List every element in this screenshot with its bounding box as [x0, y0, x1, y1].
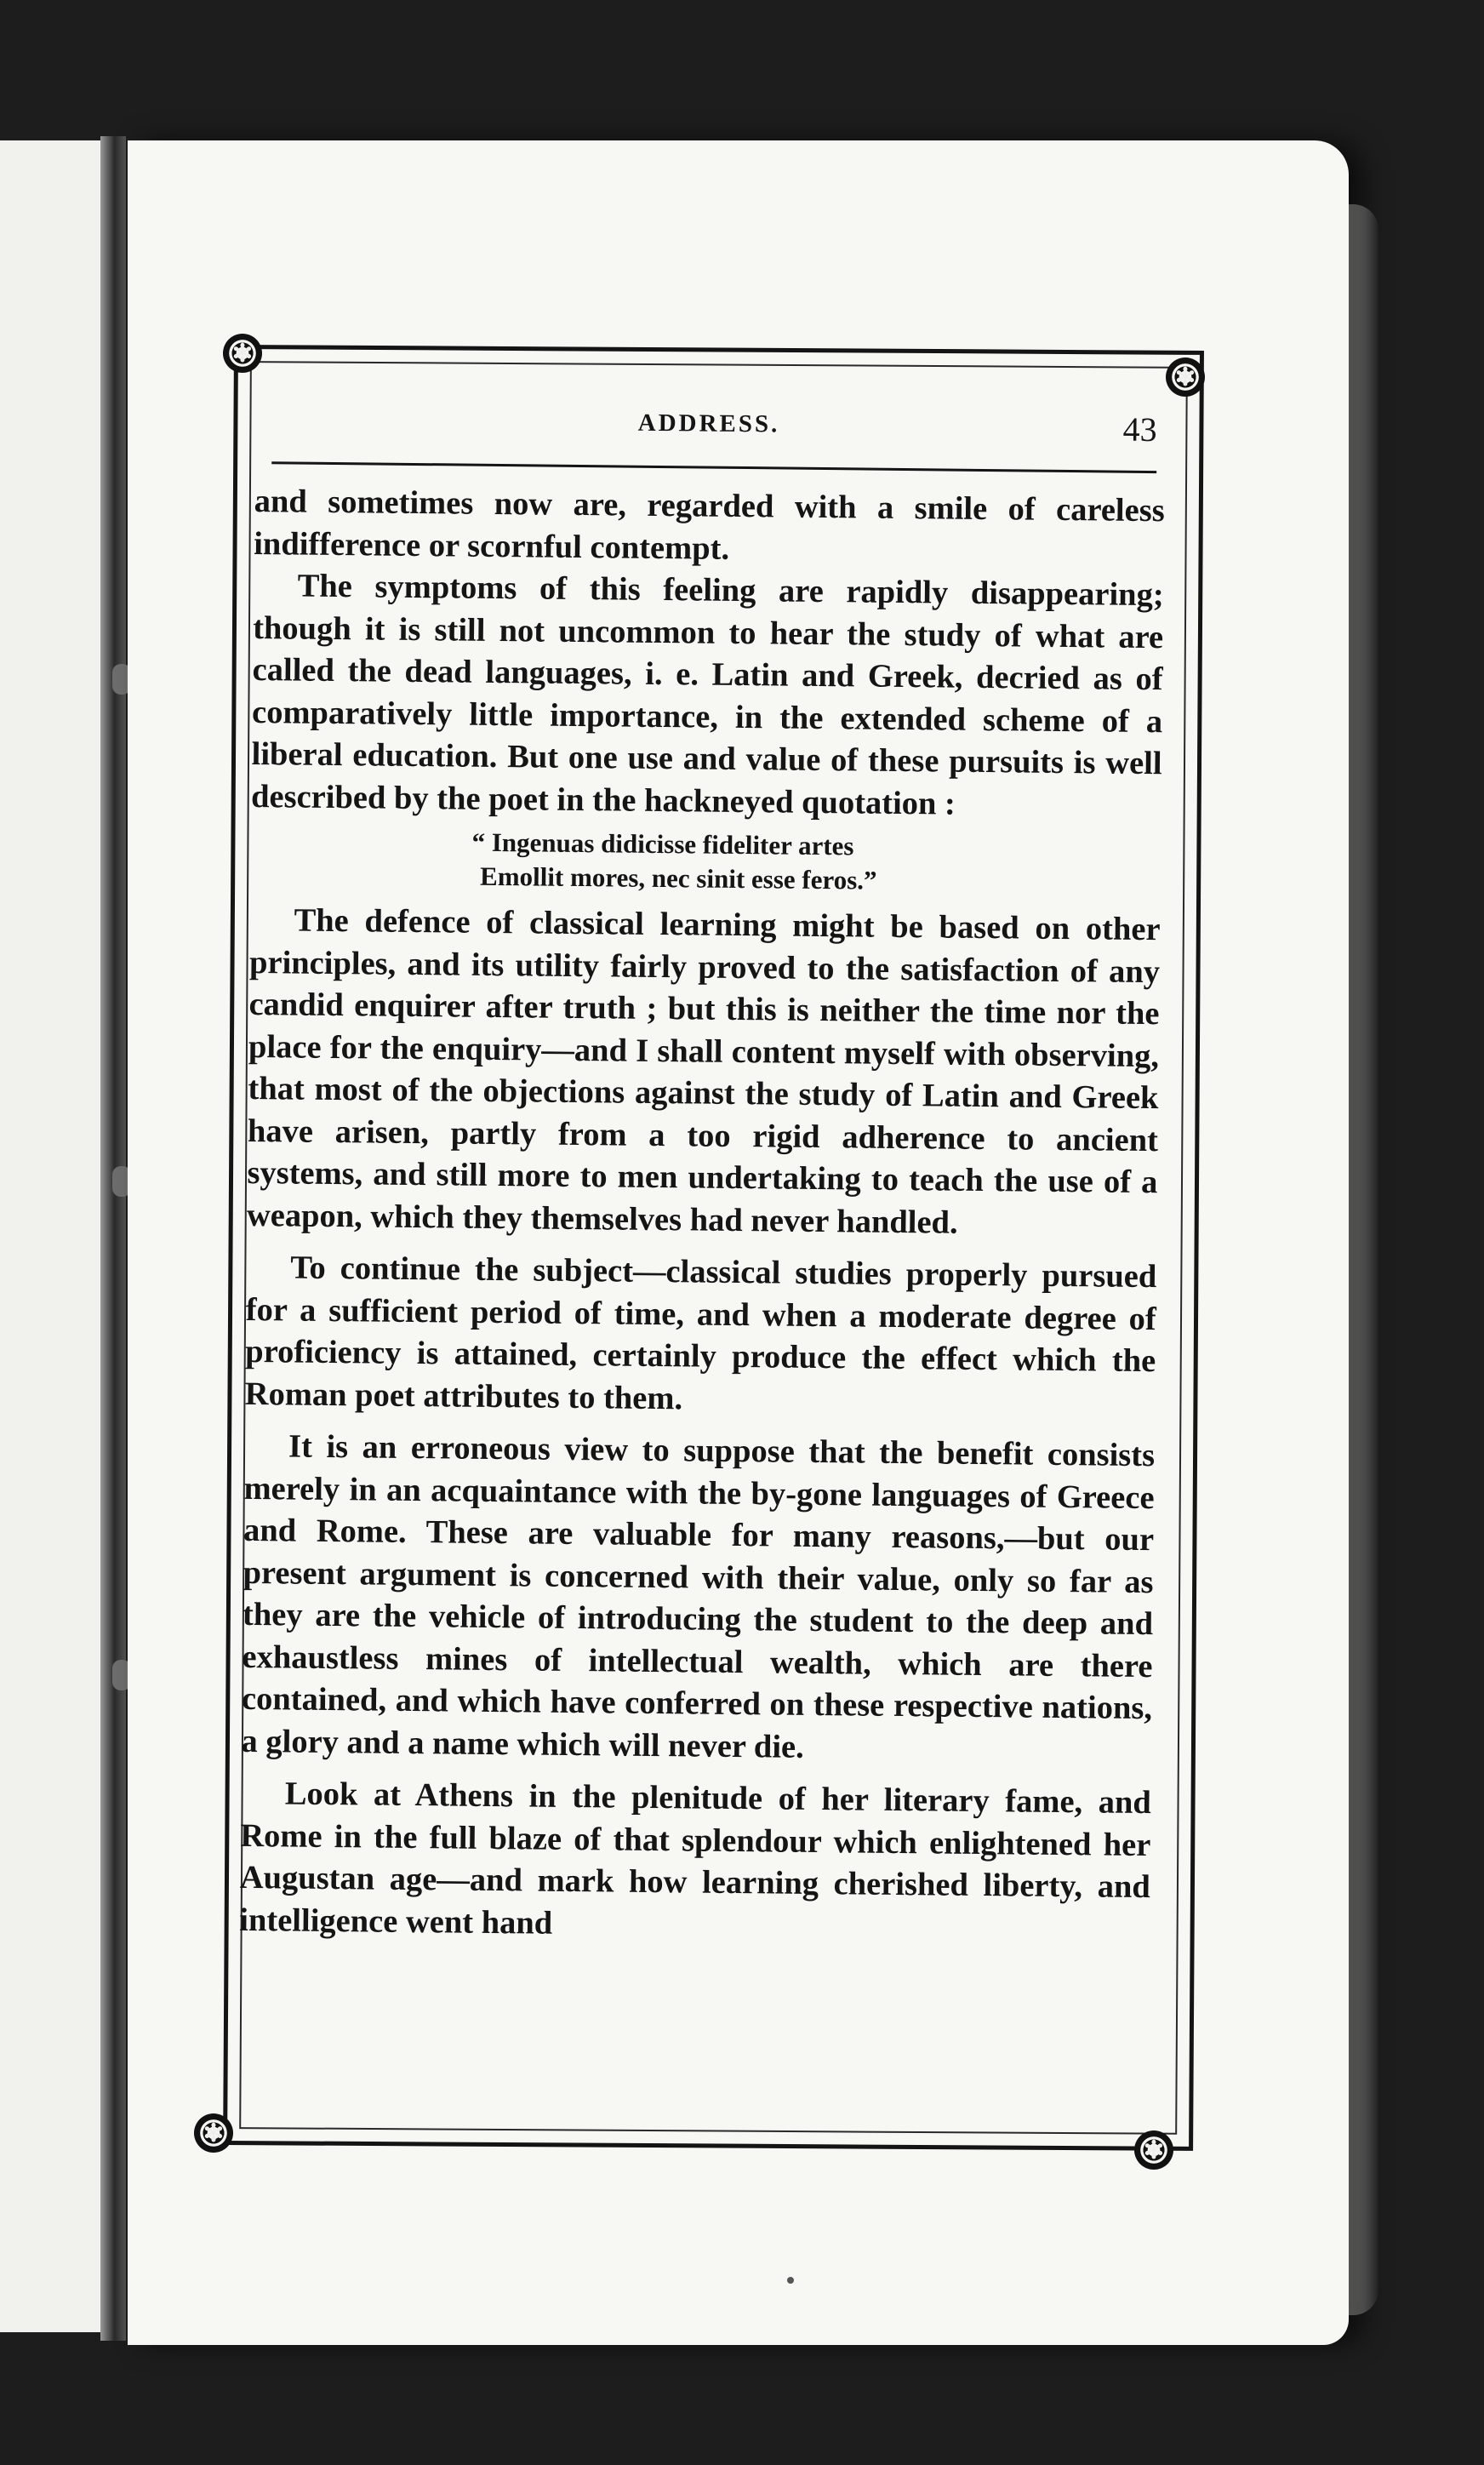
quote-line: Emollit mores, nec sinit esse feros.” — [479, 861, 877, 895]
rosette-glyph: ✻ — [231, 338, 254, 369]
running-title: ADDRESS. — [637, 409, 780, 438]
rosette-icon — [1166, 357, 1205, 397]
book-gutter — [100, 136, 126, 2341]
paragraph: The defence of classical learning might be based on other principles, and its utility fairly proved to the satisfaction of any candid enquirer after truth ; but this is neither the time nor the place for the enquiry—and I shall content myself with observing, that most of the objections against the study of Latin and Greek have arisen, partly from a too rigid adherence to ancient systems, and still more to men undertaking to teach the use of a weapon, which they themselves had never handled. — [246, 902, 1161, 1241]
rosette-icon — [194, 2113, 233, 2153]
rosette-icon — [223, 334, 262, 373]
rosette-icon — [1134, 2130, 1173, 2170]
page-speck — [787, 2277, 794, 2284]
paragraph: and sometimes now are, regarded with a smile of careless indifference or scornful contempt. — [254, 483, 1165, 567]
paragraph: It is an erroneous view to suppose that the benefit consists merely in an acquaintance with the by-gone languages of Greece and Rome. These are valuable for many reasons,—but our present argument is concerned with their value, only so far as they are the vehicle of introducing the student to the deep and exhaustless mines of intellectual wealth, which are there contained, and which have conferred on these respective nations, a glory and a name which will never die. — [241, 1428, 1156, 1765]
rosette-glyph: ✻ — [1174, 362, 1196, 392]
latin-quotation — [250, 823, 1162, 901]
paragraph: Look at Athens in the plenitude of her literary fame, and Rome in the full blaze of that splendour which enlightened her Augustan age—and mark how learning cherished liberty, and intelligence went hand — [239, 1776, 1152, 1942]
rosette-glyph: ✻ — [203, 2118, 225, 2148]
paragraph: To continue the subject—classical studies properly pursued for a sufficient period of time, and when a moderate degree of proficiency is attained, certainly produce the effect which the Roman poet attributes to them. — [244, 1250, 1157, 1416]
paragraph: The symptoms of this feeling are rapidly disappearing; though it is still not uncommon to hear the study of what are called the dead languages, i. e. Latin and Greek, decried as of comparatively little importance, in the extended scheme of a liberal education. But one use and value of these pursuits is well described by the poet in the hackneyed quotation : — [250, 568, 1164, 822]
quote-line: “ Ingenuas didicisse fideliter artes — [471, 826, 854, 861]
page-header — [254, 400, 1166, 460]
header-rule — [271, 461, 1156, 473]
page-content — [239, 400, 1166, 1951]
page-number: 43 — [1122, 409, 1157, 449]
rosette-glyph: ✻ — [1143, 2135, 1165, 2165]
body-text — [239, 481, 1165, 1951]
